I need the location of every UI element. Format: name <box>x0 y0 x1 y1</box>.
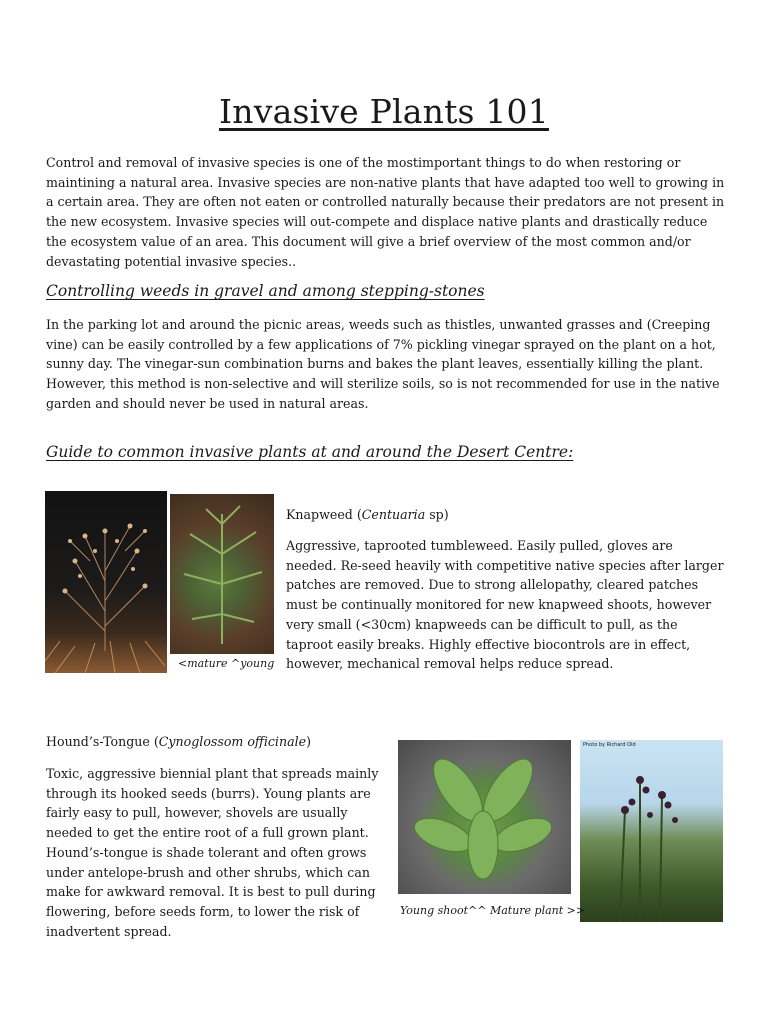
houndstongue-mature-photo <box>580 740 723 922</box>
photo-credit: Photo by Richard Old <box>583 742 636 748</box>
houndstongue-title: Hound’s-Tongue (Cynoglossom officinale) <box>46 734 311 749</box>
section-heading-gravel: Controlling weeds in gravel and among stepping-stones <box>46 282 485 300</box>
houndstongue-description: Toxic, aggressive biennial plant that spreads mainly through its hooked seeds (burrs). Young plants are fairly easy to pull, however, shovels are usually needed to get the entire root of a full grown plant. Hound’s-tongue is shade tolerant and often grows under antelope-brush and other shrubs, which can make for awkward removal. It is best to pull during flowering, before seeds form, to lower the risk of inadvertent spread. <box>46 766 379 939</box>
knapweed-title: Knapweed (Centuaria sp) <box>286 507 449 522</box>
page-title: Invasive Plants 101 <box>219 92 549 131</box>
houndstongue-scientific-name: Cynoglossom officinale <box>158 734 307 749</box>
gravel-paragraph: In the parking lot and around the picnic areas, weeds such as thistles, unwanted grasses and (Creeping vine) can be easily controlled by a few applications of 7% pickling vinegar sprayed on the plant on a hot, sunny day. The vinegar-sun combination burns and bakes the plant leaves, essentially killing the plant. However, this method is non-selective and will sterilize soils, so is not recommended for use in the native garden and should never be used in natural areas. <box>46 317 720 411</box>
houndstongue-young-photo <box>398 740 571 894</box>
knapweed-mature-photo <box>45 491 167 673</box>
knapweed-description: Aggressive, taprooted tumbleweed. Easily pulled, gloves are needed. Re-seed heavily with competitive native species after larger patches are removed. Due to strong allelopathy, cleared patches must be continually monitored for new knapweed shoots, however very small (<30cm) knapweeds can be difficult to pull, as the taproot easily breaks. Highly effective biocontrols are in effect, however, mechanical removal helps reduce spread. <box>286 538 724 672</box>
knapweed-young-photo <box>170 494 274 654</box>
section-heading-guide: Guide to common invasive plants at and around the Desert Centre: <box>46 443 574 461</box>
knapweed-scientific-name: Centuaria <box>361 507 426 522</box>
intro-paragraph: Control and removal of invasive species is one of the mostimportant things to do when restoring or maintining a natural area. Invasive species are non-native plants that have adapted too well to growing in a certain area. They are often not eaten or controlled naturally because their predators are not present in the new ecosystem. Invasive species will out-compete and displace native plants and drastically reduce the ecosystem value of an area. This document will give a brief overview of the most common and/or devastating potential invasive species.. <box>46 155 725 269</box>
knapweed-photo-caption: <mature ^young <box>178 657 275 670</box>
houndstongue-photo-caption: Young shoot^^ Mature plant >> <box>400 904 586 917</box>
